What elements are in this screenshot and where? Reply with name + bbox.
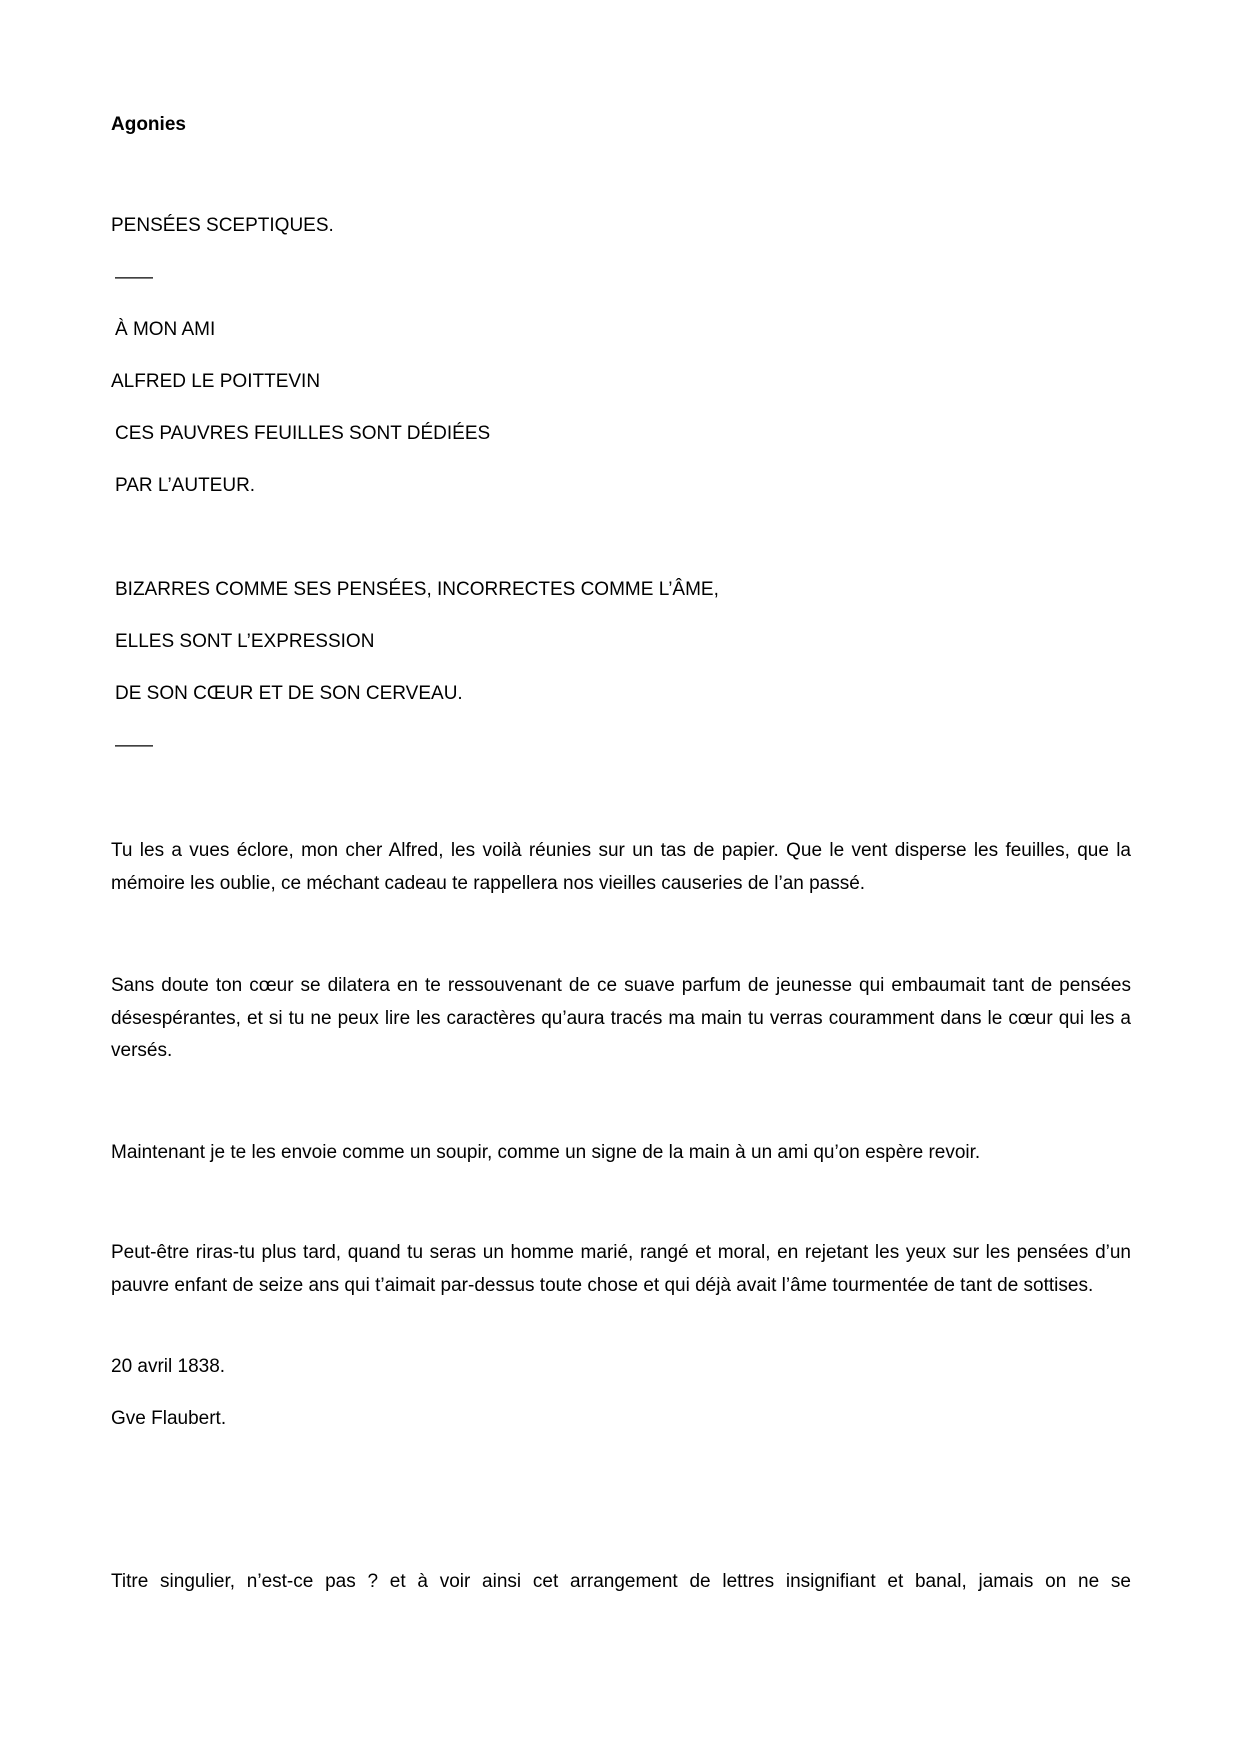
separator-top: —— [115,267,153,288]
paragraph-1: Tu les a vues éclore, mon cher Alfred, les voilà réunies sur un tas de papier. Que le vent disperse les feuilles, que la mémoire les oublie, ce méchant cadeau te rappellera nos vieilles causeries de l’an passé. [111,840,1131,894]
epigraph-line-3: DE SON CŒUR ET DE SON CERVEAU. [115,683,463,704]
epigraph-line-2: ELLES SONT L’EXPRESSION [115,631,375,652]
dedication-line-1: À MON AMI [115,319,216,340]
paragraph-4: Peut-être riras-tu plus tard, quand tu seras un homme marié, rangé et moral, en rejetant les yeux sur les pensées d’un pauvre enfant de seize ans qui t’aimait par-dessus toute chose et qui déjà avait l’âme tourmentée de tant de sottises. [111,1242,1131,1296]
continuation-paragraph: Titre singulier, n’est-ce pas ? et à voir ainsi cet arrangement de lettres insignifiant et banal, jamais on ne se [111,1571,1131,1592]
dedication-line-2: ALFRED LE POITTEVIN [111,371,321,392]
paragraph-2: Sans doute ton cœur se dilatera en te ressouvenant de ce suave parfum de jeunesse qui embaumait tant de pensées désespérantes, et si tu ne peux lire les caractères qu’aura tracés ma main tu verras couramment dans le cœur qui les a versés. [111,975,1131,1061]
dedication-line-4: PAR L’AUTEUR. [115,475,256,496]
epigraph-line-1: BIZARRES COMME SES PENSÉES, INCORRECTES COMME L’ÂME, [115,579,719,600]
document-subtitle: PENSÉES SCEPTIQUES. [111,215,334,236]
dedication-line-3: CES PAUVRES FEUILLES SONT DÉDIÉES [115,423,491,444]
separator-bottom: —— [115,735,153,756]
document-date: 20 avril 1838. [111,1356,226,1377]
document-title: Agonies [111,114,186,135]
document-signature: Gve Flaubert. [111,1408,227,1429]
paragraph-3: Maintenant je te les envoie comme un soupir, comme un signe de la main à un ami qu’on espère revoir. [111,1142,981,1163]
